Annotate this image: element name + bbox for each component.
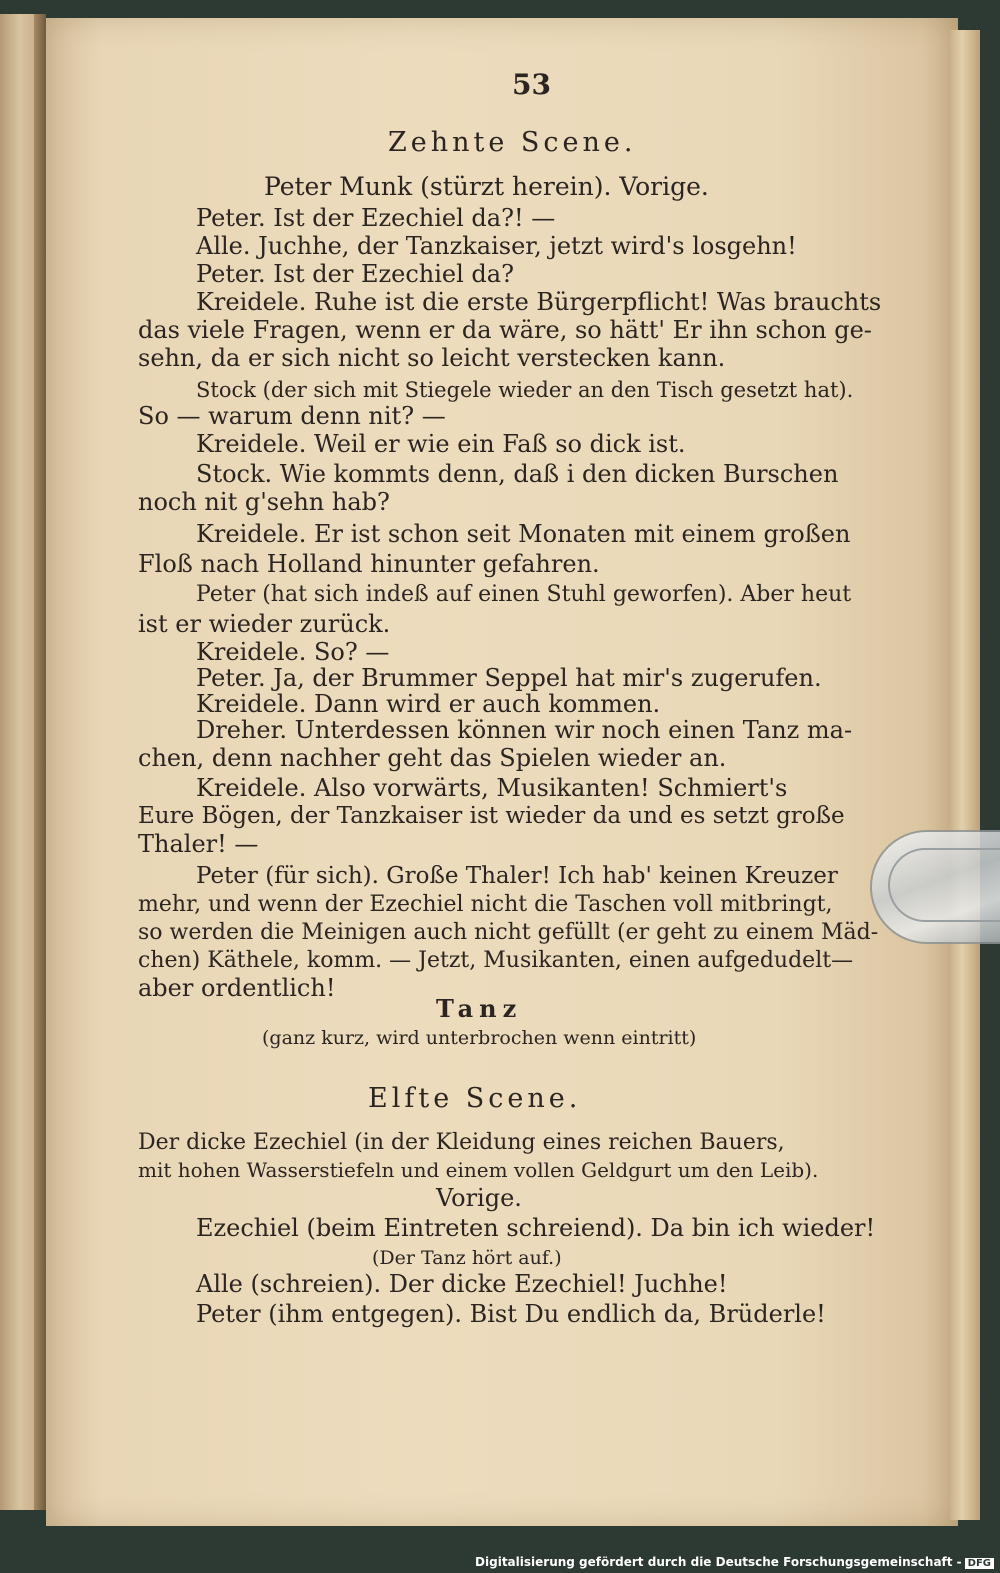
dialogue-line: Kreidele. Weil er wie ein Faß so dick ist. <box>196 430 686 458</box>
dialogue-line: Kreidele. Dann wird er auch kommen. <box>196 690 661 718</box>
dialogue-line: Alle. Juchhe, der Tanzkaiser, jetzt wird's losgehn! <box>196 232 797 260</box>
dialogue-line: mehr, und wenn der Ezechiel nicht die Taschen voll mitbringt, <box>138 892 833 917</box>
dialogue-line: aber ordentlich! <box>138 974 336 1002</box>
scene-10-title: Zehnte Scene. <box>388 127 637 158</box>
dialogue-line: Kreidele. Er ist schon seit Monaten mit einem großen <box>196 520 851 548</box>
dialogue-line: sehn, da er sich nicht so leicht verstecken kann. <box>138 344 726 372</box>
scene-11-cast: Vorige. <box>436 1184 522 1212</box>
dialogue-line: noch nit g'sehn hab? <box>138 488 390 516</box>
dialogue-line: Peter. Ja, der Brummer Seppel hat mir's zugerufen. <box>196 664 822 692</box>
dialogue-line: Dreher. Unterdessen können wir noch einen Tanz ma- <box>196 716 853 744</box>
stage-direction: (ganz kurz, wird unterbrochen wenn eintritt) <box>262 1027 697 1049</box>
dialogue-line: Kreidele. Ruhe ist die erste Bürgerpflicht! Was brauchts <box>196 288 882 316</box>
binding-shadow <box>34 14 46 1510</box>
dialogue-line: so werden die Meinigen auch nicht gefüllt (er geht zu einem Mäd- <box>138 920 879 945</box>
dialogue-line: Peter. Ist der Ezechiel da? <box>196 260 514 288</box>
dialogue-line: chen) Käthele, komm. — Jetzt, Musikanten, einen aufgedudelt— <box>138 948 854 973</box>
dialogue-line: Ezechiel (beim Eintreten schreiend). Da bin ich wieder! <box>196 1214 876 1242</box>
dialogue-line: Thaler! — <box>138 830 259 858</box>
dialogue-line: ist er wieder zurück. <box>138 610 391 638</box>
footer-credit <box>475 1555 994 1569</box>
dialogue-line: das viele Fragen, wenn er da wäre, so hätt' Er ihn schon ge- <box>138 316 872 344</box>
right-page-edge <box>950 30 980 1520</box>
dialogue-line: Eure Bögen, der Tanzkaiser ist wieder da und es setzt große <box>138 803 845 829</box>
scene-11-cast: mit hohen Wasserstiefeln und einem vollen Geldgurt um den Leib). <box>138 1158 819 1182</box>
dialogue-line: Kreidele. So? — <box>196 638 390 666</box>
dialogue-line: Peter. Ist der Ezechiel da?! — <box>196 204 556 232</box>
dialogue-line: Peter (für sich). Große Thaler! Ich hab' keinen Kreuzer <box>196 863 838 889</box>
dialogue-line: Peter (hat sich indeß auf einen Stuhl geworfen). Aber heut <box>196 582 852 607</box>
page-number: 53 <box>512 68 551 101</box>
stage-direction-title: Tanz <box>436 994 523 1023</box>
scene-11-cast: Der dicke Ezechiel (in der Kleidung eines reichen Bauers, <box>138 1130 785 1155</box>
page-clip-loop <box>888 848 1000 922</box>
dfg-logo: DFG <box>965 1558 994 1569</box>
dialogue-line: So — warum denn nit? — <box>138 402 446 430</box>
dialogue-line: Alle (schreien). Der dicke Ezechiel! Juchhe! <box>196 1270 728 1298</box>
scene-10-cast: Peter Munk (stürzt herein). Vorige. <box>264 172 709 201</box>
dialogue-line: chen, denn nachher geht das Spielen wieder an. <box>138 744 727 772</box>
dialogue-line: Floß nach Holland hinunter gefahren. <box>138 550 600 578</box>
footer-text: Digitalisierung gefördert durch die Deutsche Forschungsgemeinschaft - <box>475 1555 962 1569</box>
scene-11-title: Elfte Scene. <box>368 1083 582 1114</box>
dialogue-line: Stock (der sich mit Stiegele wieder an den Tisch gesetzt hat). <box>196 378 854 402</box>
dialogue-line: Stock. Wie kommts denn, daß i den dicken Burschen <box>196 460 839 488</box>
dialogue-line: Kreidele. Also vorwärts, Musikanten! Schmiert's <box>196 774 788 802</box>
stage-direction: (Der Tanz hört auf.) <box>372 1247 562 1269</box>
dialogue-line: Peter (ihm entgegen). Bist Du endlich da, Brüderle! <box>196 1300 826 1328</box>
